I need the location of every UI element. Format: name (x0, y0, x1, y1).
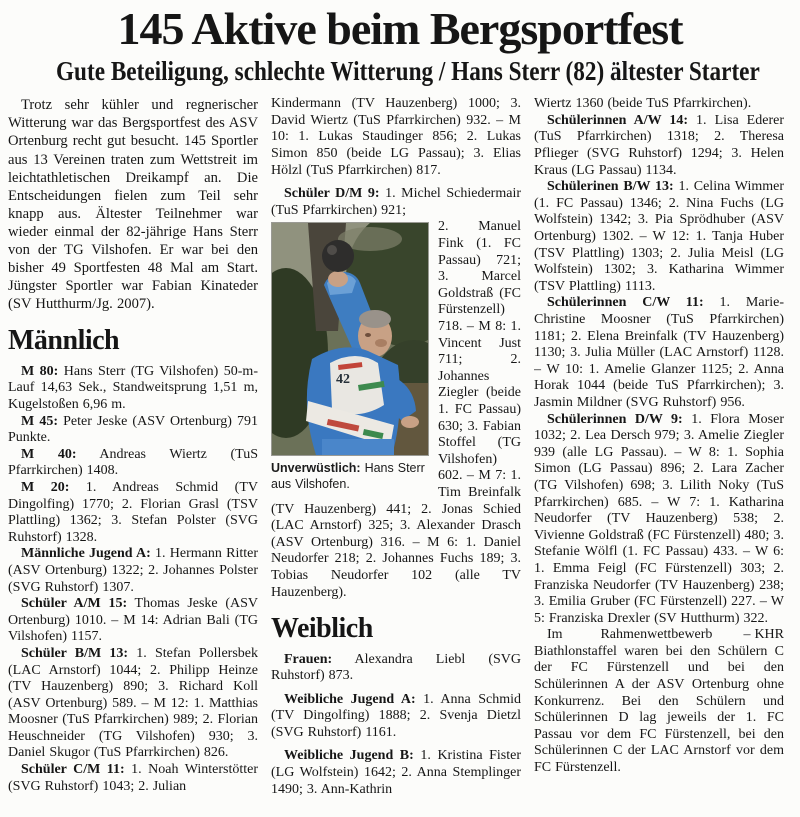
result-text: 1. Flora Moser 1032; 2. Lea Dersch 979; 3. Amelie Ziegler 939 (alle LG Passau). – W 8: 1. Sophia Simon (LG Passau) 896; 2. Lara Zacher (TG Vilshofen) 698; 3. Lilith Noky (TuS Pfarrkirchen) 685. – W 7: 1. Katharina Neudorfer (TV Hauzenberg) 538; 2. Vivienne Goldstraß (FC Fürstenzell) 480; 3. Stefanie Wölfl (1. FC Passau) 433. – W 6: 1. Emma Feigl (FC Fürstenzell) 303; 2. Franziska Neudorfer (TV Hauzenberg) 238; 3. Emilia Gruber (FC Fürstenzell) 227. – W 5: Franziska Drexler (SV Hutthurm) 322. (534, 411, 784, 626)
closing-text: Im Rahmenwettbewerb Biathlonstaffel waren bei den Schülern C der FC Fürstenzell und bei den Schülerinnen A der ASV Ortenburg ohne Konkurrenz. Bei den Schülern und Schülerinnen D lag jeweils der 1. FC Passau vor dem FC Fürstenzell, bei den Schülerinnen C der LAC Arnstorf vor dem FC Fürstenzell. (534, 627, 784, 776)
result-text: 1. Anna Schmid (TV Dingolfing) 1888; 2. Svenja Dietzl (SVG Ruhstorf) 1161. (271, 691, 521, 740)
result-lead: Schülerinnen A/W 14: (547, 112, 689, 128)
result-paragraph-m80 (8, 364, 258, 414)
result-text: 1. Kristina Fister (LG Wolfstein) 1642; 2. Anna Stemplinger 1490; 3. Ann-Kathrin (271, 748, 521, 797)
result-lead: Schüler D/M 9: (284, 186, 380, 202)
result-paragraph-w-jugend-a (271, 692, 521, 742)
column-1 (8, 96, 258, 796)
author-signoff: – KHR (743, 627, 784, 643)
intro-paragraph: Trotz sehr kühler und regnerischer Witterung war das Bergsportfest des ASV Ortenburg recht gut besucht. 145 Sportler aus 13 Vereinen traten zum Wettstreit im leichtathletischen Dreikampf an. Die Entscheidungen fielen zum Teil sehr knapp aus. Ältester Teilnehmer war wieder einmal der 82-jährige Hans Sterr von der TG Vilshofen. Er war bei den bisher 49 Sportfesten 48 Mal am Start. Jüngster Sportler war Fabian Kinateder (SV Hutthurm/Jg. 2007). (8, 97, 258, 313)
photo-caption-lead: Unverwüstlich: (271, 461, 361, 476)
result-lead: Weibliche Jugend B: (284, 748, 414, 764)
result-text: 1. Andreas Schmid (TV Dingolfing) 1770; 2. Florian Grasl (TSV Plattling) 1362; 3. Stefan Polster (SVG Ruhstorf) 1328. (8, 479, 258, 545)
continuation-paragraph: Kindermann (TV Hauzenberg) 1000; 3. David Wiertz (TuS Pfarrkirchen) 932. – M 10: 1. Lukas Staudinger 856; 2. Lukas Simon 850 (beide LG Passau); 3. Elias Hölzl (TuS Pfarrkirchen) 817. (271, 96, 521, 178)
result-text: 1. Noah Winterstötter (SVG Ruhstorf) 1043; 2. Julian (8, 762, 258, 794)
result-lead: M 80: (21, 363, 59, 379)
result-paragraph-frauen (271, 652, 521, 685)
result-paragraph-m45 (8, 414, 258, 447)
result-text: Andreas Wiertz (TuS Pfarrkirchen) 1408. (8, 446, 258, 479)
result-paragraph-schueler-d (271, 186, 521, 219)
result-lead: Frauen: (284, 651, 333, 667)
result-lead: Schülerinnen D/W 9: (547, 411, 683, 427)
result-paragraph-schueler-a (8, 596, 258, 646)
result-lead: Männliche Jugend A: (21, 546, 151, 562)
result-text: 1. Hermann Ritter (ASV Ortenburg) 1322; 2. Johannes Polster (SVG Ruhstorf) 1307. (8, 546, 258, 595)
result-lead: Schüler B/M 13: (21, 645, 129, 661)
article-photo-block (271, 222, 429, 492)
result-text: 1. Michel Schiedermair (TuS Pfarrkirchen) 921; (271, 186, 521, 218)
article-photo (271, 222, 429, 456)
result-lead: Weibliche Jugend A: (284, 691, 416, 707)
result-lead: M 40: (21, 446, 77, 462)
masthead (0, 0, 800, 87)
result-paragraph-w-jugend-b (271, 748, 521, 796)
closing-paragraph (534, 627, 784, 776)
result-lead: Schüler C/M 11: (21, 762, 125, 778)
result-paragraph-m40 (8, 447, 258, 480)
result-paragraph-schuelerinnen-b (534, 179, 784, 295)
result-text: Hans Sterr (TG Vilshofen) 50-m-Lauf 14,63 Sek., Standweitsprung 1,51 m, Kugelstoßen 6,96 m. (8, 363, 258, 412)
result-paragraph-jugend-a (8, 546, 258, 596)
result-paragraph-schueler-d-continued: 2. Manuel Fink (1. FC Passau) 721; 3. Marcel Goldstraß (FC Fürstenzell) 718. – M 8: 1. Vincent Just 711; 2. Johannes Ziegler (beide 1. FC Passau) 630; 3. Fabian Stoffel (TG Vilshofen) 602. – M 7: 1. Tim Breinfalk (TV Hauzenberg) 441; 2. Jonas Schied (LAC Arnstorf) 325; 3. Alexander Drasch (ASV Ortenburg) 316. – M 6: 1. Daniel Neudorfer 218; 2. Johannes Fuchs 189; 3. Tobias Neudorfer 102 (alle TV Hauzenberg). (271, 219, 521, 600)
section-heading-weiblich: Weiblich (271, 613, 373, 645)
result-paragraph-schuelerinnen-a (534, 113, 784, 179)
result-text: 1. Marie-Christine Moosner (TuS Pfarrkirchen) 1181; 2. Elena Breinfalk (TV Hauzenberg) 1130; 3. Julia Müller (LAC Arnstorf) 1128. – W 10: 1. Amelie Glanzer 1125; 2. Anna Horak 1044 (beide TuS Pfarrkirchen); 3. Jasmin Mildner (SVG Ruhstorf) 956. (534, 295, 784, 410)
result-text: 1. Stefan Pollersbek (LAC Arnstorf) 1044; 2. Philipp Heinze (TV Hauzenberg) 890; 3. Richard Koll (ASV Ortenburg) 589. – M 12: 1. Matthias Moosner (TuS Pfarrkirchen) 989; 2. Florian Heuschneider (TG Vilshofen) 930; 3. Daniel Skugor (TuS Pfarrkirchen) 826. (8, 645, 258, 761)
section-heading-maennlich: Männlich (8, 325, 120, 357)
result-paragraph-schueler-c (8, 762, 258, 795)
result-lead: M 20: (21, 479, 70, 495)
result-text: Alexandra Liebl (SVG Ruhstorf) 873. (271, 651, 521, 684)
photo-caption (271, 461, 429, 492)
result-lead: M 45: (21, 413, 58, 429)
column-3 (534, 96, 784, 796)
subheadline: Gute Beteiligung, schlechte Witterung / Hans Sterr (82) ältester Starter (56, 56, 760, 87)
result-lead: Schülerinnen C/W 11: (547, 295, 704, 311)
continuation-paragraph: Wiertz 1360 (beide TuS Pfarrkirchen). (534, 96, 752, 112)
result-text: 1. Celina Wimmer (1. FC Passau) 1346; 2. Nina Fuchs (LG Wolfstein) 1342; 3. Pia Sprödhuber (ASV Ortenburg) 1302. – W 12: 1. Tanja Huber (TSV Plattling) 1303; 2. Julia Meisl (LG Wolfstein) 1302; 3. Katharina Wimmer (TSV Plattling) 1113. (534, 179, 784, 294)
result-lead: Schülerinen B/W 13: (547, 179, 674, 195)
result-lead: Schüler A/M 15: (21, 596, 128, 612)
result-paragraph-schuelerinnen-c (534, 295, 784, 411)
photo-bib-number: 42 (336, 372, 350, 388)
result-text: Peter Jeske (ASV Ortenburg) 791 Punkte. (8, 413, 258, 446)
photo-caption-text: Hans Sterr aus Vilshofen. (271, 461, 425, 491)
article-columns (0, 87, 800, 796)
column-2 (271, 96, 521, 796)
result-paragraph-m20 (8, 480, 258, 546)
headline: 145 Aktive beim Bergsportfest (117, 3, 683, 54)
result-text: 1. Lisa Ederer (TuS Pfarrkirchen) 1318; 2. Theresa Pflieger (SVG Ruhstorf) 1294; 3. Helen Kraus (LG Passau) 1134. (534, 112, 784, 178)
result-text: Thomas Jeske (ASV Ortenburg) 1010. – M 14: Adrian Bali (TG Vilshofen) 1157. (8, 596, 258, 645)
result-paragraph-schuelerinnen-d (534, 412, 784, 628)
result-paragraph-schueler-b (8, 646, 258, 762)
